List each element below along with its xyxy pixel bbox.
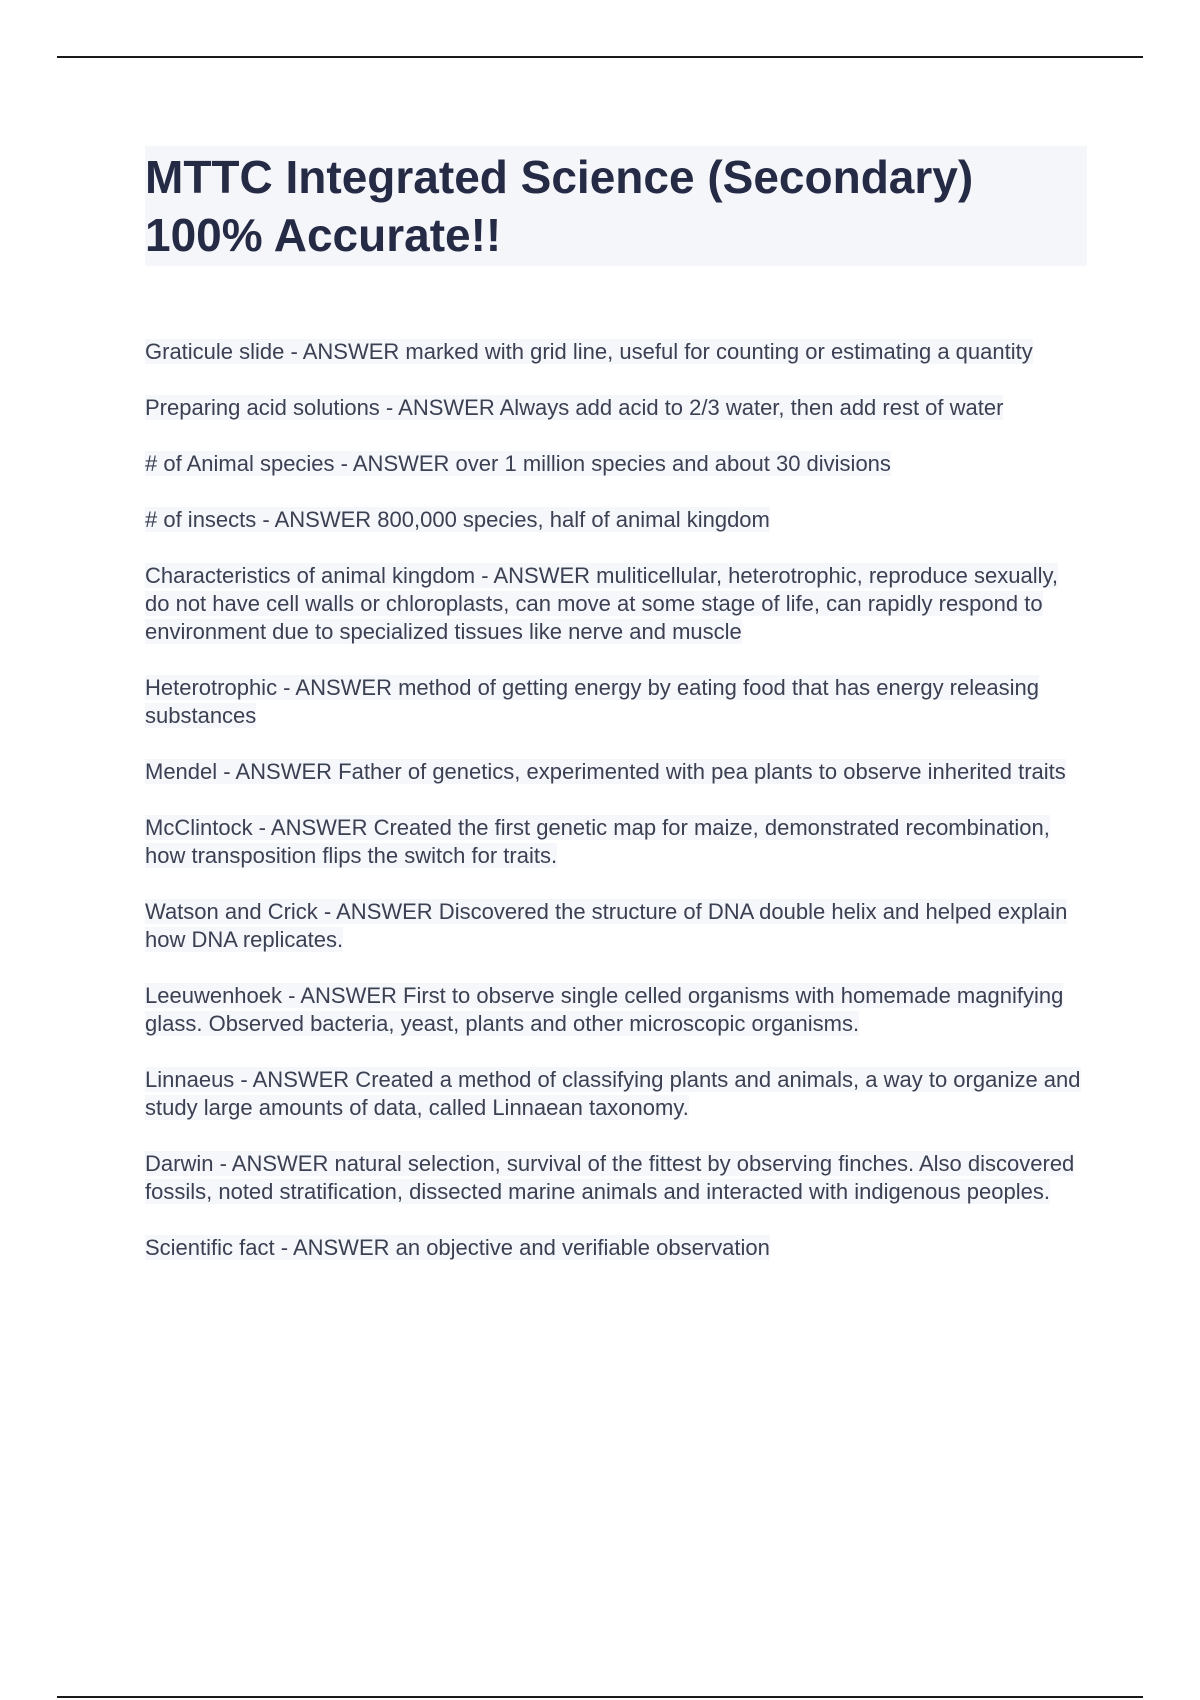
list-item (145, 394, 1085, 422)
list-item (145, 758, 1085, 786)
list-item (145, 898, 1085, 954)
qa-text: # of Animal species - ANSWER over 1 million species and about 30 divisions (145, 451, 891, 476)
title-line-1: MTTC Integrated Science (Secondary) (145, 151, 974, 203)
list-item (145, 982, 1085, 1038)
title-block (145, 146, 1087, 266)
bottom-rule (57, 1696, 1143, 1698)
qa-text: # of insects - ANSWER 800,000 species, half of animal kingdom (145, 507, 770, 532)
qa-list (145, 338, 1085, 1290)
qa-text: Darwin - ANSWER natural selection, survival of the fittest by observing finches. Also discovered fossils, noted stratification, dissected marine animals and interacted with indigenous peoples. (145, 1151, 1075, 1204)
qa-text: Graticule slide - ANSWER marked with grid line, useful for counting or estimating a quantity (145, 339, 1033, 364)
list-item (145, 338, 1085, 366)
list-item (145, 674, 1085, 730)
qa-text: Scientific fact - ANSWER an objective and verifiable observation (145, 1235, 770, 1260)
qa-text: Leeuwenhoek - ANSWER First to observe single celled organisms with homemade magnifying glass. Observed bacteria, yeast, plants and other microscopic organisms. (145, 983, 1064, 1036)
page-title (145, 146, 1087, 266)
title-line-2: 100% Accurate!! (145, 209, 502, 261)
qa-text: Characteristics of animal kingdom - ANSWER muliticellular, heterotrophic, reproduce sexually, do not have cell walls or chloroplasts, can move at some stage of life, can rapidly respond to environment due to specialized tissues like nerve and muscle (145, 563, 1058, 644)
list-item (145, 562, 1085, 646)
qa-text: Watson and Crick - ANSWER Discovered the structure of DNA double helix and helped explain how DNA replicates. (145, 899, 1068, 952)
qa-text: Heterotrophic - ANSWER method of getting energy by eating food that has energy releasing substances (145, 675, 1039, 728)
list-item (145, 1234, 1085, 1262)
list-item (145, 1150, 1085, 1206)
list-item (145, 1066, 1085, 1122)
qa-text: Mendel - ANSWER Father of genetics, experimented with pea plants to observe inherited traits (145, 759, 1066, 784)
qa-text: Linnaeus - ANSWER Created a method of classifying plants and animals, a way to organize and study large amounts of data, called Linnaean taxonomy. (145, 1067, 1081, 1120)
top-rule (57, 56, 1143, 58)
qa-text: McClintock - ANSWER Created the first genetic map for maize, demonstrated recombination, how transposition flips the switch for traits. (145, 815, 1050, 868)
list-item (145, 814, 1085, 870)
list-item (145, 506, 1085, 534)
list-item (145, 450, 1085, 478)
qa-text: Preparing acid solutions - ANSWER Always add acid to 2/3 water, then add rest of water (145, 395, 1004, 420)
